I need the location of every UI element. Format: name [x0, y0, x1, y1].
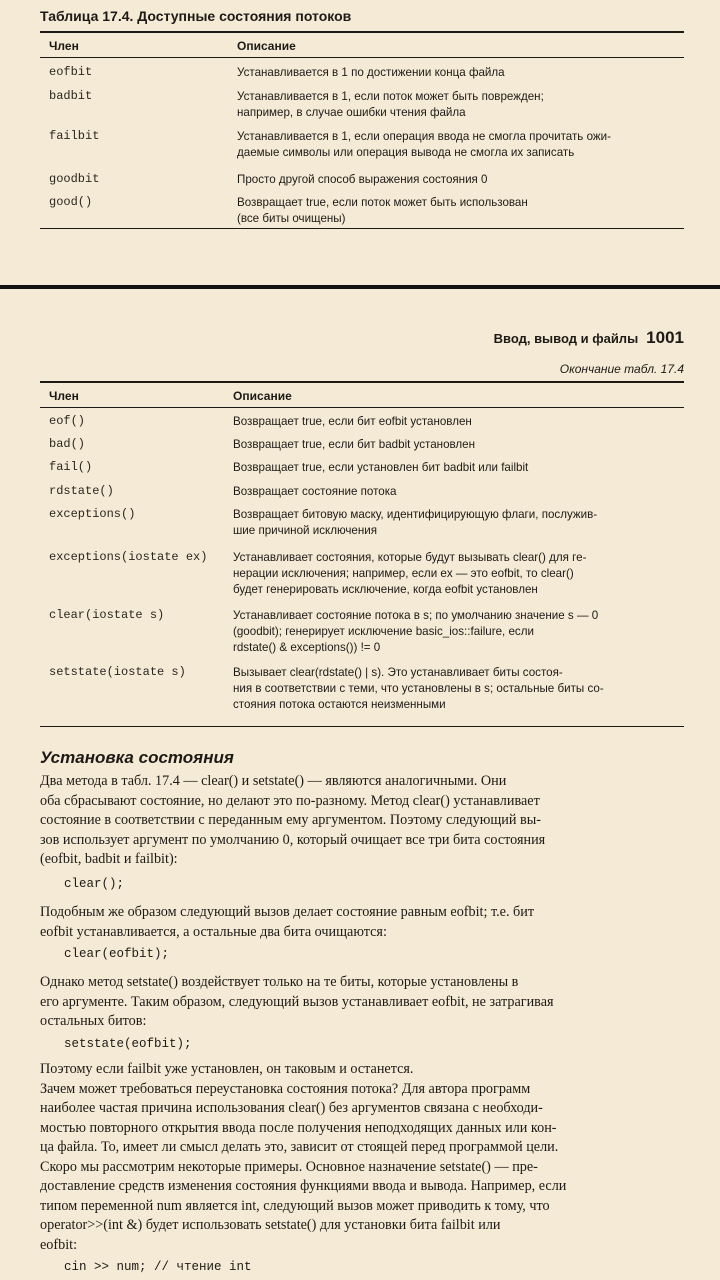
description-line: Устанавливает состояние потока в s; по умолчанию значение s — 0 — [233, 609, 599, 622]
state-table-continued — [40, 381, 684, 727]
description-line: ния в соответствии с теми, что установлены в s; остальные биты со- — [233, 682, 604, 695]
header-description: Описание — [233, 389, 292, 403]
paragraph-1 — [40, 772, 684, 870]
description-line: например, в случае ошибки чтения файла — [237, 106, 466, 119]
header-member: Член — [49, 39, 79, 53]
code-line-clear: clear(); — [64, 877, 125, 891]
table-body — [40, 408, 684, 726]
description-line: Устанавливается в 1, если операция ввода не смогла прочитать ожи- — [237, 130, 611, 143]
page-separator — [0, 285, 720, 289]
code-line-clear-eofbit: clear(eofbit); — [64, 947, 170, 961]
table-header — [40, 33, 684, 57]
member-cell: eofbit — [49, 65, 93, 79]
text-line: зов использует аргумент по умолчанию 0, который очищает все три бита состояния — [40, 831, 546, 848]
description-line: Просто другой способ выражения состояния 0 — [237, 173, 488, 186]
running-head — [494, 328, 684, 348]
text-line: остальных битов: — [40, 1013, 147, 1029]
text-line: ца файла. То, имеет ли смысл делать это, зависит от стоящей перед программой цели. — [40, 1139, 559, 1155]
header-member: Член — [49, 389, 79, 403]
description-line: Возвращает true, если бит badbit установлен — [233, 438, 476, 451]
text-line: (eofbit, badbit и failbit): — [40, 851, 178, 867]
member-cell: good() — [49, 195, 93, 209]
text-line: Скоро мы рассмотрим некоторые примеры. Основное назначение setstate() — пре- — [40, 1158, 538, 1175]
description-line: будет генерировать исключение, когда eofbit установлен — [233, 583, 538, 596]
member-cell: exceptions(iostate ex) — [49, 550, 208, 564]
text-line: Два метода в табл. 17.4 — clear() и setstate() — являются аналогичными. Они — [40, 773, 507, 789]
text-line: Зачем может требоваться переустановка состояния потока? Для автора программ — [40, 1080, 531, 1097]
text-line: eofbit устанавливается, а остальные два бита очищаются: — [40, 923, 387, 940]
text-line: Поэтому если failbit уже установлен, он таковым и останется. — [40, 1061, 414, 1077]
previous-page-fragment — [0, 0, 720, 285]
description-line: Возвращает true, если установлен бит badbit или failbit — [233, 461, 529, 474]
member-cell: rdstate() — [49, 484, 114, 498]
header-description: Описание — [237, 39, 296, 53]
member-cell: fail() — [49, 460, 93, 474]
member-cell: bad() — [49, 437, 86, 451]
description-line: (goodbit); генерирует исключение basic_ios::failure, если — [233, 625, 534, 638]
description-line: стояния потока остаются неизменными — [233, 698, 446, 711]
paragraph-2 — [40, 903, 684, 942]
member-cell: exceptions() — [49, 507, 136, 521]
description-line: шие причиной исключения — [233, 524, 378, 537]
description-line: Устанавливается в 1, если поток может быть поврежден; — [237, 90, 544, 103]
description-line: Устанавливается в 1 по достижении конца файла — [237, 66, 505, 79]
text-line: наиболее частая причина использования clear() без аргументов связана с необходи- — [40, 1100, 543, 1116]
member-cell: failbit — [49, 129, 100, 143]
code-line-cin: cin >> num; // чтение int — [64, 1260, 252, 1274]
text-line: оба сбрасывают состояние, но делают это по-разному. Метод clear() устанавливает — [40, 792, 540, 809]
running-head-title: Ввод, вывод и файлы — [493, 331, 639, 346]
table-continuation-label: Окончание табл. 17.4 — [559, 362, 684, 376]
table-caption: Таблица 17.4. Доступные состояния потоков — [40, 8, 352, 24]
paragraph-4 — [40, 1060, 684, 1255]
text-line: доставление средств изменения состояния функциями ввода и вывода. Например, если — [40, 1178, 567, 1194]
description-line: Вызывает clear(rdstate() | s). Это устанавливает биты состоя- — [233, 666, 563, 679]
text-line: типом переменной num является int, следующий вызов может приводить к тому, что — [40, 1197, 550, 1214]
text-line: состояние в соответствии с переданным ему аргументом. Поэтому следующий вы- — [40, 812, 541, 828]
description-line: Возвращает битовую маску, идентифицирующую флаги, послужив- — [233, 508, 598, 521]
member-cell: goodbit — [49, 172, 100, 186]
description-line: Устанавливает состояния, которые будут вызывать clear() для ге- — [233, 551, 587, 564]
member-cell: eof() — [49, 414, 86, 428]
description-line: rdstate() & exceptions()) != 0 — [233, 641, 381, 654]
text-line: мостью повторного открытия ввода после получения неподходящих данных или кон- — [40, 1119, 557, 1136]
table-bottom-rule — [40, 228, 684, 229]
text-line: Однако метод setstate() воздействует только на те биты, которые установлены в — [40, 974, 519, 990]
text-line: operator>>(int &) будет использовать setstate() для установки бита failbit или — [40, 1217, 501, 1233]
member-cell: clear(iostate s) — [49, 608, 165, 622]
description-line: Возвращает true, если бит eofbit установлен — [233, 415, 472, 428]
code-line-setstate: setstate(eofbit); — [64, 1037, 192, 1051]
state-table-top — [40, 31, 684, 229]
page-number: 1001 — [646, 328, 684, 347]
text-line: его аргументе. Таким образом, следующий вызов устанавливает eofbit, не затрагивая — [40, 993, 554, 1010]
description-line: нерации исключения; например, если ex — это eofbit, то clear() — [233, 567, 574, 580]
text-line: Подобным же образом следующий вызов делает состояние равным eofbit; т.е. бит — [40, 904, 535, 920]
section-heading: Установка состояния — [40, 748, 234, 767]
text-line: eofbit: — [40, 1236, 78, 1253]
member-cell: setstate(iostate s) — [49, 665, 186, 679]
description-line: (все биты очищены) — [237, 212, 346, 225]
table-bottom-rule — [40, 726, 684, 727]
paragraph-3 — [40, 973, 684, 1032]
description-line: Возвращает состояние потока — [233, 485, 397, 498]
description-line: Возвращает true, если поток может быть использован — [237, 196, 528, 209]
table-header — [40, 383, 684, 407]
description-line: даемые символы или операция вывода не смогла их записать — [237, 146, 575, 159]
table-body — [40, 58, 684, 228]
member-cell: badbit — [49, 89, 93, 103]
